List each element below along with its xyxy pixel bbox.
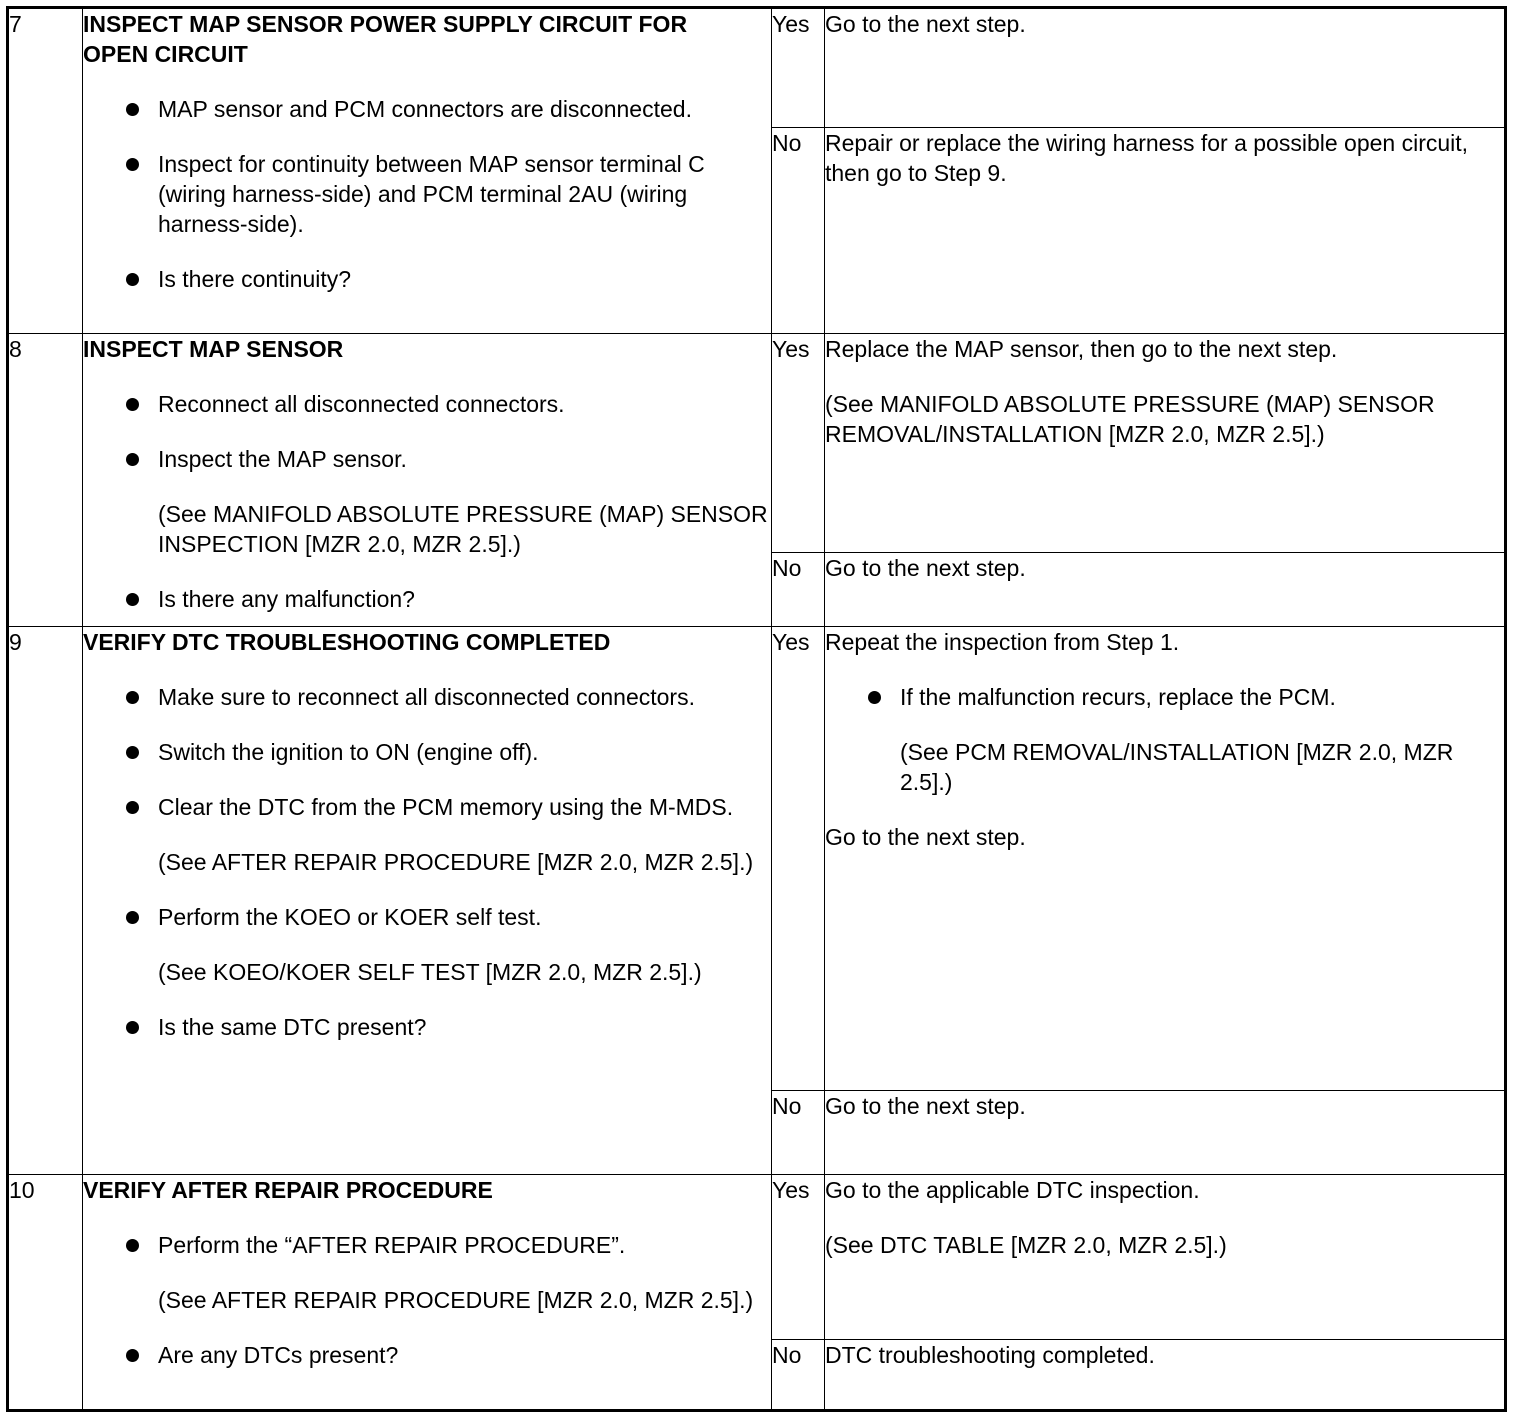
step-row-10: [8, 1175, 1506, 1340]
yes-label: Yes: [772, 627, 825, 1091]
step-row-8: [8, 334, 1506, 553]
list-item: Is the same DTC present?: [83, 1012, 771, 1042]
bullet-icon: [126, 103, 139, 116]
yes-action: [825, 8, 1506, 128]
reference-note: (See PCM REMOVAL/INSTALLATION [MZR 2.0, MZR 2.5].): [900, 739, 1454, 795]
yes-label: Yes: [772, 1175, 825, 1340]
step-row-9: [8, 627, 1506, 1091]
action-text: Go to the next step.: [825, 11, 1026, 37]
action-text: Replace the MAP sensor, then go to the next step.: [825, 336, 1338, 362]
inspection-cell: [83, 1175, 772, 1411]
bullet-icon: [126, 746, 139, 759]
yes-action: [825, 334, 1506, 553]
inspection-cell: [83, 334, 772, 627]
inspection-cell: [83, 8, 772, 334]
diagnostic-procedure-table: [6, 6, 1507, 1412]
bullet-icon: [126, 1239, 139, 1252]
no-action: [825, 553, 1506, 627]
bullet-icon: [126, 801, 139, 814]
step-number: 7: [8, 8, 83, 334]
action-text: Go to the next step.: [825, 555, 1026, 581]
step-number: 9: [8, 627, 83, 1175]
action-text: Go to the next step.: [825, 824, 1026, 850]
action-text: Go to the next step.: [825, 1093, 1026, 1119]
no-label: No: [772, 128, 825, 334]
reference-note: (See MANIFOLD ABSOLUTE PRESSURE (MAP) SENSOR INSPECTION [MZR 2.0, MZR 2.5].): [158, 501, 768, 557]
list-item: If the malfunction recurs, replace the PCM. (See PCM REMOVAL/INSTALLATION [MZR 2.0, MZR 2.5].): [825, 682, 1504, 797]
bullet-icon: [126, 691, 139, 704]
list-item: Reconnect all disconnected connectors.: [83, 389, 771, 419]
step-title: INSPECT MAP SENSOR POWER SUPPLY CIRCUIT FOR OPEN CIRCUIT: [83, 11, 688, 67]
list-item: Switch the ignition to ON (engine off).: [83, 737, 771, 767]
bullet-icon: [126, 1349, 139, 1362]
yes-label: Yes: [772, 334, 825, 553]
list-item: Make sure to reconnect all disconnected connectors.: [83, 682, 771, 712]
list-item: Perform the “AFTER REPAIR PROCEDURE”. (See AFTER REPAIR PROCEDURE [MZR 2.0, MZR 2.5].): [83, 1230, 771, 1315]
list-item: Inspect the MAP sensor. (See MANIFOLD ABSOLUTE PRESSURE (MAP) SENSOR INSPECTION [MZR 2.0, MZR 2.5].): [83, 444, 771, 559]
bullet-icon: [126, 453, 139, 466]
step-title: INSPECT MAP SENSOR: [83, 336, 344, 362]
list-item: Perform the KOEO or KOER self test. (See KOEO/KOER SELF TEST [MZR 2.0, MZR 2.5].): [83, 902, 771, 987]
inspection-list: [83, 682, 771, 1042]
no-action: [825, 1340, 1506, 1411]
action-text: Go to the applicable DTC inspection.: [825, 1177, 1200, 1203]
bullet-icon: [868, 691, 881, 704]
list-item: Clear the DTC from the PCM memory using the M-MDS. (See AFTER REPAIR PROCEDURE [MZR 2.0, MZR 2.5].): [83, 792, 771, 877]
step-number: 8: [8, 334, 83, 627]
yes-action: [825, 1175, 1506, 1340]
inspection-list: [83, 1230, 771, 1370]
reference-note: (See MANIFOLD ABSOLUTE PRESSURE (MAP) SENSOR REMOVAL/INSTALLATION [MZR 2.0, MZR 2.5].): [825, 391, 1435, 447]
bullet-icon: [126, 593, 139, 606]
list-item: Is there continuity?: [83, 264, 771, 294]
inspection-list: [83, 389, 771, 614]
step-title: VERIFY DTC TROUBLESHOOTING COMPLETED: [83, 629, 611, 655]
bullet-icon: [126, 911, 139, 924]
no-label: No: [772, 1340, 825, 1411]
no-label: No: [772, 1091, 825, 1175]
list-item: Inspect for continuity between MAP sensor terminal C (wiring harness-side) and PCM terminal 2AU (wiring harness-side).: [83, 149, 771, 239]
list-item: MAP sensor and PCM connectors are disconnected.: [83, 94, 771, 124]
step-number: 10: [8, 1175, 83, 1411]
bullet-icon: [126, 158, 139, 171]
bullet-icon: [126, 273, 139, 286]
yes-label: Yes: [772, 8, 825, 128]
step-row-7: [8, 8, 1506, 128]
reference-note: (See AFTER REPAIR PROCEDURE [MZR 2.0, MZR 2.5].): [158, 849, 754, 875]
inspection-list: [83, 94, 771, 294]
list-item: Is there any malfunction?: [83, 584, 771, 614]
reference-note: (See KOEO/KOER SELF TEST [MZR 2.0, MZR 2.5].): [158, 959, 702, 985]
step-title: VERIFY AFTER REPAIR PROCEDURE: [83, 1177, 493, 1203]
action-text: Repeat the inspection from Step 1.: [825, 629, 1180, 655]
bullet-icon: [126, 1021, 139, 1034]
inspection-cell: [83, 627, 772, 1175]
no-label: No: [772, 553, 825, 627]
no-action: [825, 128, 1506, 334]
no-action: [825, 1091, 1506, 1175]
action-text: DTC troubleshooting completed.: [825, 1342, 1155, 1368]
yes-action: [825, 627, 1506, 1091]
reference-note: (See AFTER REPAIR PROCEDURE [MZR 2.0, MZR 2.5].): [158, 1287, 754, 1313]
list-item: Are any DTCs present?: [83, 1340, 771, 1370]
action-text: Repair or replace the wiring harness for a possible open circuit, then go to Step 9.: [825, 130, 1469, 186]
bullet-icon: [126, 398, 139, 411]
reference-note: (See DTC TABLE [MZR 2.0, MZR 2.5].): [825, 1232, 1227, 1258]
